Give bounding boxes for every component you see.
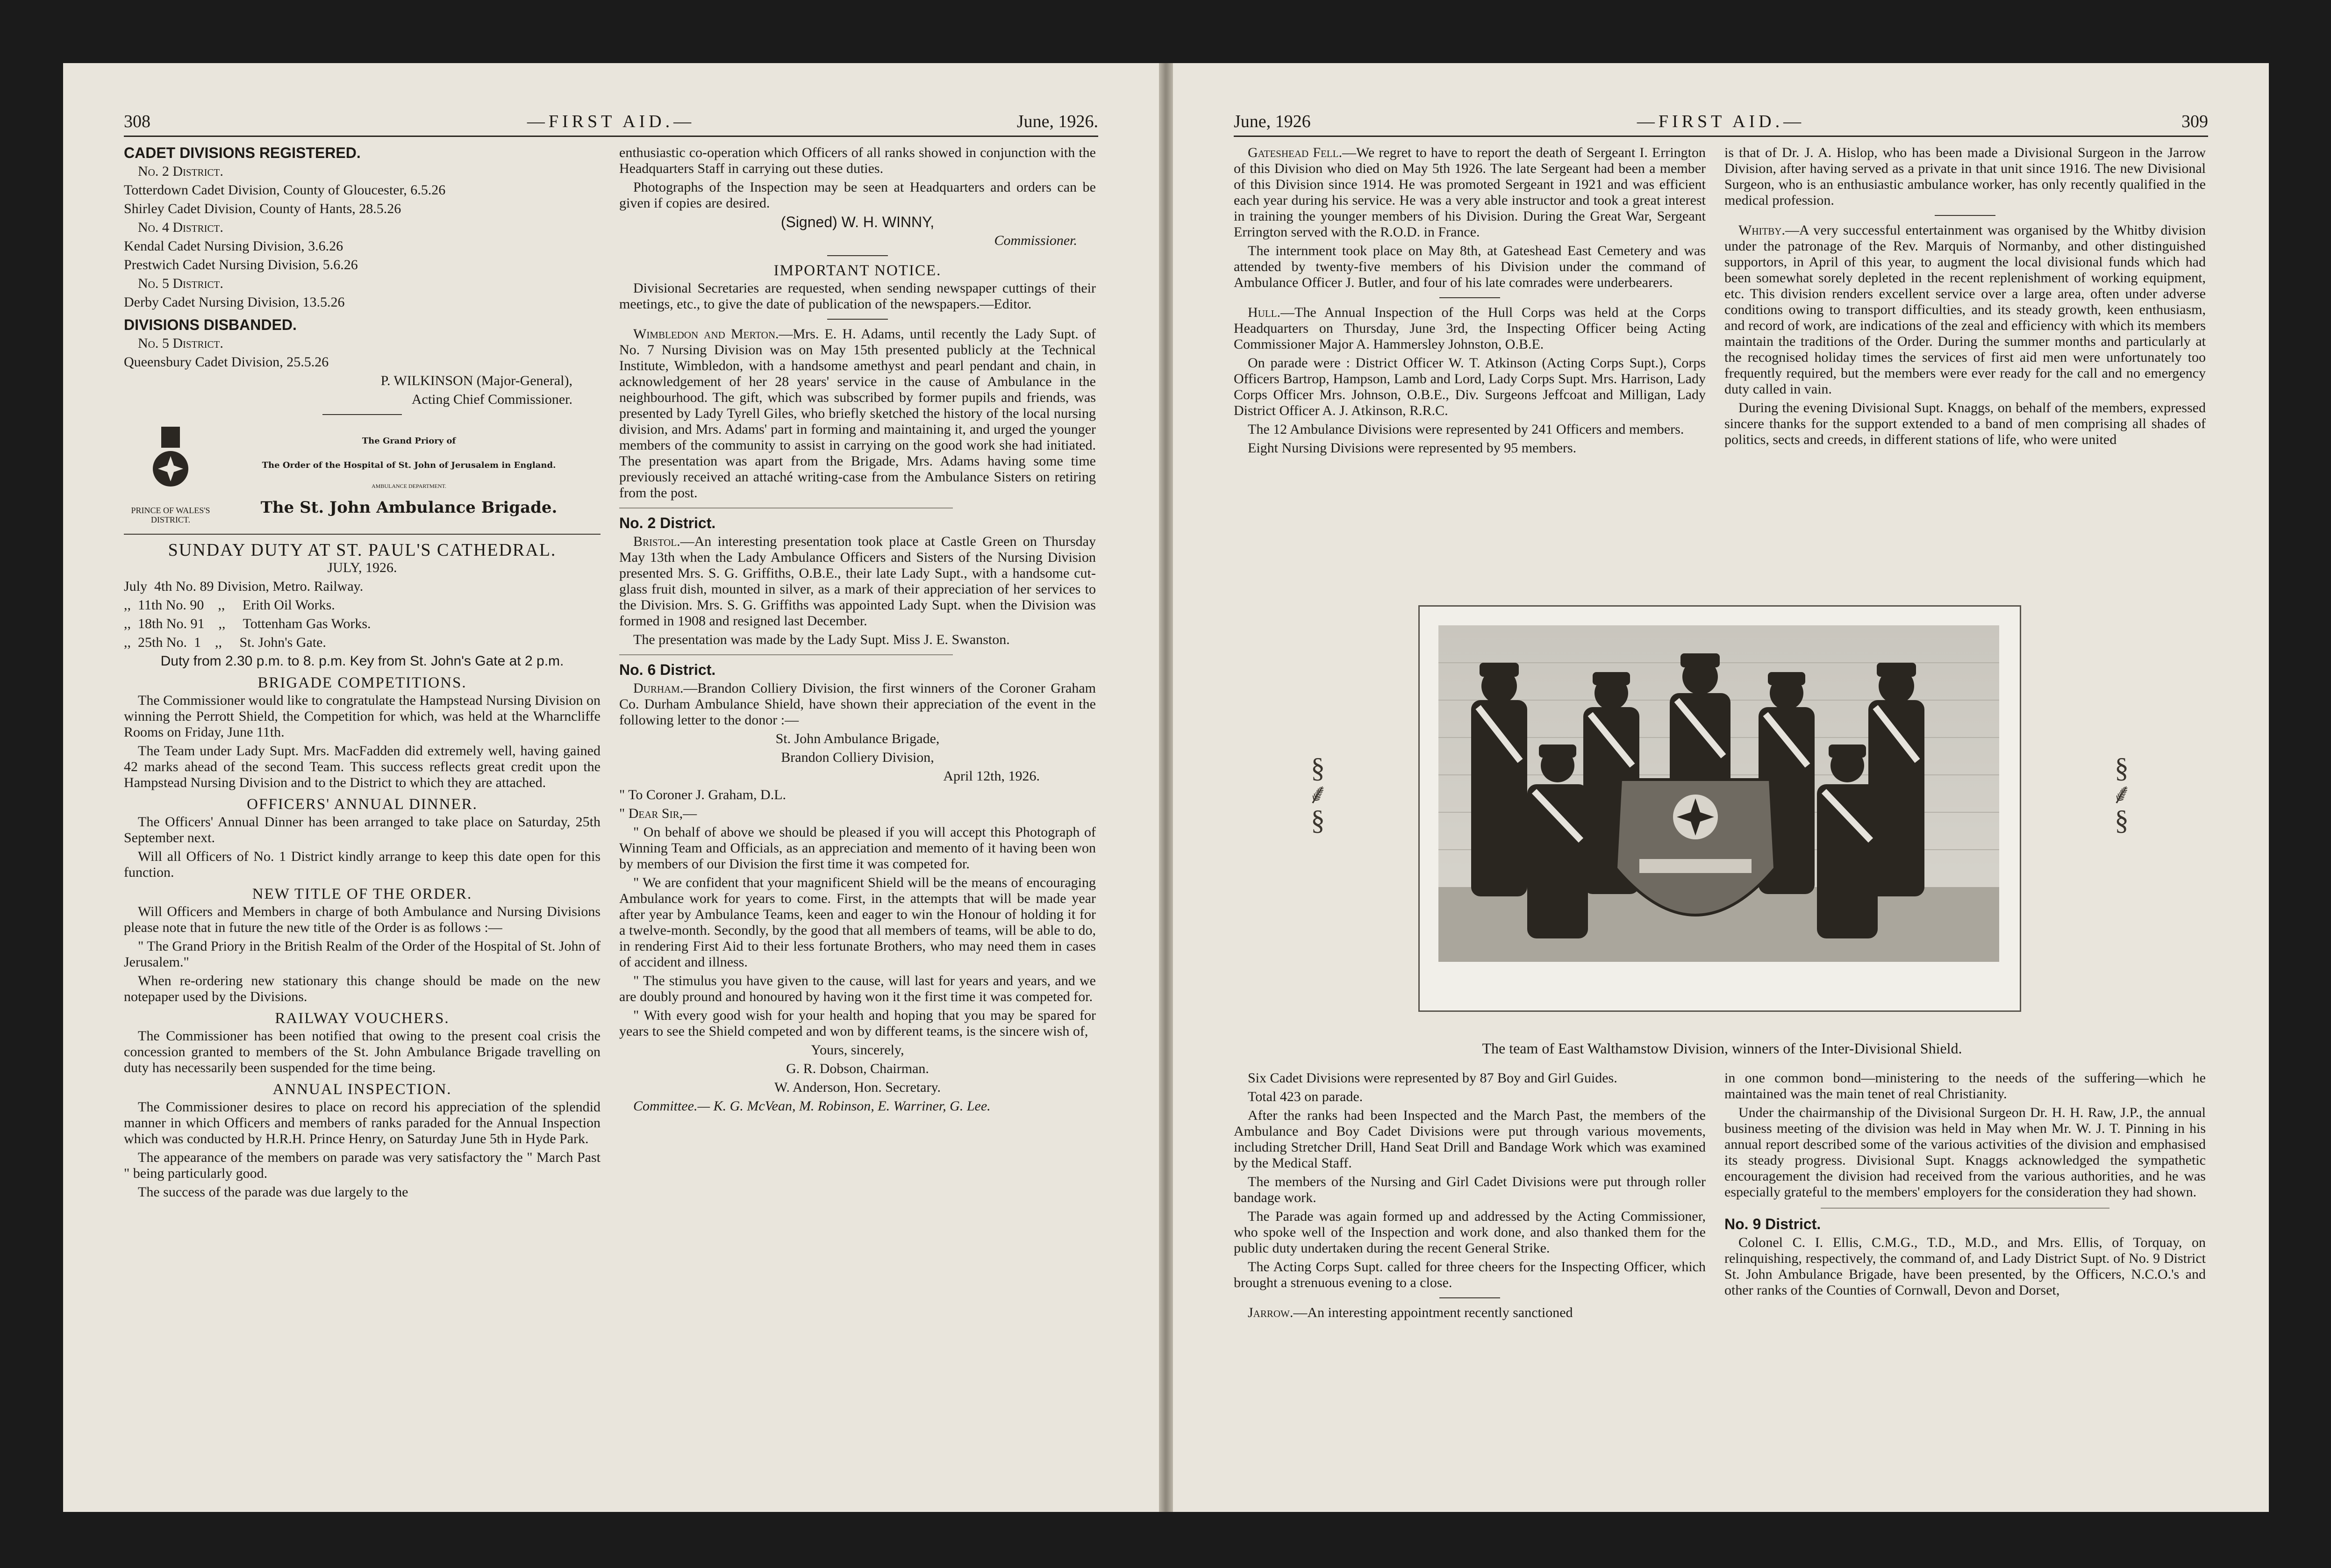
- paragraph: " On behalf of above we should be pleased if you will accept this Photograph of Winning Team and Officials, as an appreciation and memento of it having been won by members of our Division the first time it was competed for.: [619, 824, 1096, 872]
- running-title: —FIRST AID.—: [527, 112, 695, 131]
- paragraph: is that of Dr. J. A. Hislop, who has been made a Divisional Surgeon in the Jarrow Division, after having served as a private in that unit since 1916. The new Divisional Surgeon, who is an enthusiastic ambulance worker, has only recently qualified in the medical profession.: [1724, 145, 2206, 208]
- lead-in: Jarrow.: [1248, 1305, 1294, 1320]
- paragraph-text: —The Annual Inspection of the Hull Corps was held at the Corps Headquarters on Thursday, June 3rd, the Inspecting Officer being Acting Commissioner Major A. Hammersley Johnston, O.B.E.: [1234, 305, 1706, 352]
- brigade-emblem-block: [124, 424, 601, 524]
- paragraph: Will Officers and Members in charge of both Ambulance and Nursing Divisions please note that in future the new title of the Order is as follows :—: [124, 904, 601, 935]
- lead-in: Whitby.: [1738, 222, 1785, 238]
- heading-railway-vouchers: RAILWAY VOUCHERS.: [275, 1010, 450, 1027]
- paragraph: enthusiastic co-operation which Officers of all ranks showed in conjunction with the Headquarters Staff in carrying out these duties.: [619, 145, 1096, 176]
- heading-important-notice: IMPORTANT NOTICE.: [773, 262, 942, 279]
- paragraph-text: —We regret to have to report the death of Sergeant I. Errington of this Division who died on May 5th 1926. The late Sergeant had been a member of this Division since 1914. He was promoted Sergeant in 1921 and was efficient each year during his service. He was a very able instructor and took a great interest in training the younger members of his Division. During the Great War, Sergeant Errington served with the R.O.D. in France.: [1234, 145, 1706, 240]
- divider: [619, 654, 953, 655]
- district-label: No. 2 District.: [138, 164, 223, 179]
- emblem-line: The Grand Priory of: [362, 436, 456, 446]
- divider: [124, 534, 601, 535]
- issue-date: June, 1926: [1234, 112, 1311, 131]
- right-column-1: [1234, 145, 1706, 459]
- heading-annual-dinner: OFFICERS' ANNUAL DINNER.: [247, 796, 478, 813]
- duty-row: July 4th No. 89 Division, Metro. Railway.: [124, 579, 364, 594]
- letter-closing: Yours, sincerely,: [811, 1042, 904, 1058]
- paragraph-text: —A very successful entertainment was organised by the Whitby division under the patronage of the Rev. Marquis of Normanby, and other distinguished supportors, in April of this year, to augment the local divisional funds which had been somewhat sorely depleted in the recent replenishment of working equipment, etc. This division renders excellent service over a large area, often under adverse conditions owing to transport difficulties, and its steady growth, keen enthusiasm, and record of work, are indications of the zeal and efficiency with which its members maintain the traditions of the Order. During the summer months and particularly at the recognised holiday times the services of first aid men were unfortunately too frequently required, but the members were ever ready for the call and no emergency duty called in vain.: [1724, 222, 2206, 397]
- list-item: Derby Cadet Nursing Division, 13.5.26: [124, 294, 345, 310]
- left-column-2: [619, 145, 1096, 1117]
- letter-signatory: G. R. Dobson, Chairman.: [786, 1061, 929, 1076]
- right-column-3: [1234, 1070, 1706, 1324]
- issue-date: June, 1926.: [1016, 112, 1098, 131]
- letter-address: Brandon Colliery Division,: [781, 750, 934, 765]
- paragraph: During the evening Divisional Supt. Knaggs, on behalf of the members, expressed sincere thanks for the support extended to a band of men comprising all shades of politics, sects and creeds, in different stations of life, who were united: [1724, 400, 2206, 447]
- divider: [1821, 1208, 2109, 1209]
- ornament-left-icon: § ⸙ §: [1307, 752, 1329, 836]
- right-column-2: [1724, 145, 2206, 451]
- lead-in: Wimbledon and Merton.: [633, 326, 779, 342]
- paragraph: Under the chairmanship of the Divisional Surgeon Dr. H. H. Raw, J.P., the annual business meeting of the division was held in May when Mr. W. J. T. Pinning in his annual report described some of the various activities of the division and emphasised its steady progress. Divisional Supt. Knaggs acknowledged the sympathetic encouragement the division had received from the various authorities, and he was especially grateful to the members' employers for the consideration they had shown.: [1724, 1105, 2206, 1200]
- team-photograph: [1418, 605, 2021, 1012]
- emblem-title: The St. John Ambulance Brigade.: [260, 498, 558, 517]
- letter-date: April 12th, 1926.: [943, 768, 1040, 784]
- paragraph-jarrow: [1234, 1305, 1706, 1321]
- left-column-1: [124, 145, 601, 1203]
- list-item: Prestwich Cadet Nursing Division, 5.6.26: [124, 257, 358, 272]
- paragraph: The Acting Corps Supt. called for three cheers for the Inspecting Officer, which brought a strenuous evening to a close.: [1234, 1259, 1706, 1290]
- duty-month: JULY, 1926.: [327, 560, 397, 575]
- paragraph-gateshead: [1234, 145, 1706, 240]
- lead-in: Hull.: [1248, 305, 1280, 320]
- paragraph: After the ranks had been Inspected and the March Past, the members of the Ambulance and Boy Cadet Divisions were put through various movements, including Stretcher Drill, Hand Seat Drill and Bandage Work which was examined by the Medical Staff.: [1234, 1108, 1706, 1171]
- list-item: Shirley Cadet Division, County of Hants, 28.5.26: [124, 201, 401, 216]
- paragraph: The internment took place on May 8th, at Gateshead East Cemetery and was attended by twenty-five members of his Division under the command of Ambulance Officer J. Butler, and four of his late comrades were underbearers.: [1234, 243, 1706, 290]
- signature-title: Commissioner.: [994, 233, 1077, 248]
- letter-address: St. John Ambulance Brigade,: [775, 731, 940, 746]
- paragraph: " With every good wish for your health and hoping that you may be spared for years to see the Shield competed and won by different teams, is the sincere wish of,: [619, 1008, 1096, 1039]
- paragraph: The appearance of the members on parade was very satisfactory the " March Past " being particularly good.: [124, 1150, 601, 1181]
- heading-brigade-competitions: BRIGADE COMPETITIONS.: [257, 674, 467, 691]
- right-column-4: [1724, 1070, 2206, 1301]
- paragraph-durham: [619, 680, 1096, 728]
- paragraph: The presentation was made by the Lady Supt. Miss J. E. Swanston.: [633, 632, 1010, 647]
- district-label: No. 4 District.: [138, 220, 223, 235]
- emblem-line: The Order of the Hospital of St. John of Jerusalem in England.: [262, 460, 556, 470]
- paragraph-hull: [1234, 305, 1706, 352]
- lead-in: Durham.: [633, 680, 684, 696]
- paragraph: " The Grand Priory in the British Realm of the Order of the Hospital of St. John of Jerusalem.": [124, 938, 601, 970]
- team-photo-image: [1420, 607, 2020, 1010]
- emblem-line: AMBULANCE DEPARTMENT.: [372, 483, 446, 489]
- duty-time: Duty from 2.30 p.m. to 8. p.m. Key from St. John's Gate at 2 p.m.: [160, 653, 564, 669]
- district-caption: DISTRICT.: [150, 515, 191, 524]
- paragraph: Total 423 on parade.: [1248, 1089, 1363, 1104]
- letter-salutation: " Dear Sir,—: [619, 806, 697, 821]
- paragraph-text: —An interesting appointment recently sanctioned: [1293, 1305, 1573, 1320]
- paragraph: in one common bond—ministering to the needs of the suffering—which he maintained was the main tenet of real Christianity.: [1724, 1070, 2206, 1102]
- running-title: —FIRST AID.—: [1637, 112, 1805, 131]
- emblem-text: [217, 433, 601, 516]
- paragraph: On parade were : District Officer W. T. Atkinson (Acting Corps Supt.), Corps Officers Bartrop, Hampson, Lamb and Lord, Lady Corps Supt. Mrs. Harrison, Lady Corps Officer Mrs. Johnson, O.B.E., Div. Surgeons Jeffcoat and Milligan, Lady District Officer A. J. Atkinson, R.R.C.: [1234, 355, 1706, 418]
- duty-row: ,, 18th No. 91 ,, Tottenham Gas Works.: [124, 616, 371, 631]
- paragraph: The success of the parade was due largely to the: [138, 1184, 408, 1200]
- brigade-crest-icon: [145, 424, 196, 504]
- paragraph: Eight Nursing Divisions were represented by 95 members.: [1248, 440, 1577, 456]
- paragraph-bristol: [619, 534, 1096, 629]
- heading-divisions-disbanded: DIVISIONS DISBANDED.: [124, 316, 297, 333]
- divider: [827, 319, 888, 320]
- paragraph-whitby: [1724, 222, 2206, 397]
- page-number: 308: [124, 112, 150, 131]
- paragraph-wimbledon: [619, 326, 1096, 501]
- book-gutter: [1159, 63, 1173, 1512]
- right-page: [1173, 63, 2269, 1512]
- divider: [1935, 215, 1995, 216]
- heading-cadet-registered: CADET DIVISIONS REGISTERED.: [124, 144, 361, 161]
- paragraph: The Commissioner desires to place on record his appreciation of the splendid manner in which Officers and members of ranks paraded for the Annual Inspection which was conducted by H.R.H. Prince Henry, on Saturday June 5th in Hyde Park.: [124, 1099, 601, 1146]
- duty-row: ,, 11th No. 90 ,, Erith Oil Works.: [124, 597, 335, 613]
- paragraph: Six Cadet Divisions were represented by 87 Boy and Girl Guides.: [1248, 1070, 1617, 1086]
- paragraph: The Officers' Annual Dinner has been arranged to take place on Saturday, 25th September next.: [124, 814, 601, 845]
- letter-recipient: " To Coroner J. Graham, D.L.: [619, 787, 787, 802]
- paragraph-text: —Mrs. E. H. Adams, until recently the Lady Supt. of No. 7 Nursing Division was on May 15th presented publicly at the Technical Institute, Wimbledon, with a handsome amethyst and pearl pendant and chain, in acknowledgement of her 28 years' service in the cause of Ambulance in the neighbourhood. The gift, which was subscribed by former pupils and friends, was presented by Lady Tyrell Giles, who briefly sketched the history of the local nursing division, and Mrs. Adams' part in forming and maintaining it, and urged the younger members of the community to assist in carrying on the good work she had initiated. The presentation was apart from the Brigade, Mrs. Adams having some time previously received an attaché writing-case from the Ambulance Sisters on retiring from the post.: [619, 326, 1096, 501]
- signature-title: Acting Chief Commissioner.: [411, 392, 572, 407]
- district-label: No. 5 District.: [138, 336, 223, 351]
- left-page-header: [124, 107, 1098, 137]
- lead-in: Gateshead Fell.: [1248, 145, 1342, 160]
- paragraph: Colonel C. I. Ellis, C.M.G., T.D., M.D., and Mrs. Ellis, of Torquay, on relinquishing, respectively, the command of, and Lady District Supt. of No. 9 District St. John Ambulance Brigade, have been presented, by the Officers, N.C.O.'s and other ranks of the Counties of Cornwall, Devon and Dorset,: [1724, 1235, 2206, 1298]
- list-item: Queensbury Cadet Division, 25.5.26: [124, 354, 329, 370]
- paragraph: " We are confident that your magnificent Shield will be the means of encouraging Ambulance work for years to come. First, in the attempts that will be made year after year by Ambulance Teams, keen and eager to win the Honour of holding it for a twelve-month. Secondly, by the good that all members of teams, will be able to do, in rendering First Aid to their less fortunate Brothers, who may need them in cases of accident and illness.: [619, 875, 1096, 970]
- divider: [322, 414, 402, 415]
- paragraph: The members of the Nursing and Girl Cadet Divisions were put through roller bandage work.: [1234, 1174, 1706, 1205]
- signature-name: P. WILKINSON (Major-General),: [380, 373, 572, 388]
- letter-committee: Committee.— K. G. McVean, M. Robinson, E. Warriner, G. Lee.: [633, 1098, 991, 1114]
- heading-annual-inspection: ANNUAL INSPECTION.: [272, 1081, 452, 1098]
- paragraph-text: —An interesting presentation took place at Castle Green on Thursday May 13th when the Lady Ambulance Officers and Sisters of the Nursing Division presented Mrs. S. G. Griffiths, O.B.E., their late Lady Supt., with a handsome cut-glass fruit dish, mounted in silver, as a mark of their appreciation of her services to the Division. Mrs. S. G. Griffiths was appointed Lady Supt. when the Division was formed in 1908 and resigned last December.: [619, 534, 1096, 629]
- lead-in: Bristol.: [633, 534, 680, 549]
- heading-no9-district: No. 9 District.: [1724, 1216, 1821, 1232]
- paragraph-text: —Brandon Colliery Division, the first winners of the Coroner Graham Co. Durham Ambulance Shield, have shown their appreciation of the event in the following letter to the donor :—: [619, 680, 1096, 728]
- left-page: [63, 63, 1159, 1512]
- heading-no6-district: No. 6 District.: [619, 661, 716, 678]
- paragraph: The 12 Ambulance Divisions were represented by 241 Officers and members.: [1248, 422, 1684, 437]
- photo-caption: The team of East Walthamstow Division, winners of the Inter-Divisional Shield.: [1482, 1040, 1962, 1057]
- paragraph: The Commissioner has been notified that owing to the present coal crisis the concession granted to members of the St. John Ambulance Brigade travelling on duty has necessarily been suspended for the time being.: [124, 1028, 601, 1075]
- prince-of-wales-badge: [124, 424, 217, 524]
- paragraph: Will all Officers of No. 1 District kindly arrange to keep this date open for this function.: [124, 849, 601, 880]
- paragraph: Photographs of the Inspection may be seen at Headquarters and orders can be given if copies are desired.: [619, 179, 1096, 211]
- heading-no2-district: No. 2 District.: [619, 515, 716, 531]
- divider: [1439, 1297, 1500, 1298]
- district-label: No. 5 District.: [138, 276, 223, 291]
- signature: (Signed) W. H. WINNY,: [780, 214, 935, 230]
- paragraph: The Commissioner would like to congratulate the Hampstead Nursing Division on winning the Perrott Shield, the Competition for which, was held at the Wharncliffe Rooms on Friday, June 11th.: [124, 693, 601, 740]
- ornament-right-icon: § ⸙ §: [2111, 752, 2132, 836]
- paragraph: Divisional Secretaries are requested, when sending newspaper cuttings of their meetings, etc., to give the date of publication of the newspapers.—Editor.: [619, 280, 1096, 312]
- list-item: Kendal Cadet Nursing Division, 3.6.26: [124, 238, 343, 254]
- letter-signatory: W. Anderson, Hon. Secretary.: [774, 1080, 941, 1095]
- list-item: Totterdown Cadet Division, County of Gloucester, 6.5.26: [124, 182, 446, 198]
- paragraph: When re-ordering new stationary this change should be made on the new notepaper used by the Divisions.: [124, 973, 601, 1004]
- district-caption: PRINCE OF WALES'S: [131, 506, 210, 515]
- page-number: 309: [2181, 112, 2208, 131]
- duty-row: ,, 25th No. 1 ,, St. John's Gate.: [124, 635, 326, 650]
- paragraph: " The stimulus you have given to the cause, will last for years and years, and we are doubly pround and honoured by having won it the first time it was competed for.: [619, 973, 1096, 1004]
- divider: [827, 255, 888, 256]
- heading-sunday-duty: SUNDAY DUTY AT ST. PAUL'S CATHEDRAL.: [168, 540, 557, 560]
- paragraph: The Parade was again formed up and addressed by the Acting Commissioner, who spoke well of the Inspection and work done, and also thanked them for the public duty undertaken during the recent General Strike.: [1234, 1209, 1706, 1256]
- heading-new-title: NEW TITLE OF THE ORDER.: [252, 886, 472, 902]
- divider: [1439, 297, 1500, 298]
- paragraph: The Team under Lady Supt. Mrs. MacFadden did extremely well, having gained 42 marks ahead of the second Team. This success reflects great credit upon the Hampstead Nursing Division and to the District to which they are attached.: [124, 743, 601, 790]
- right-page-header: [1234, 107, 2208, 137]
